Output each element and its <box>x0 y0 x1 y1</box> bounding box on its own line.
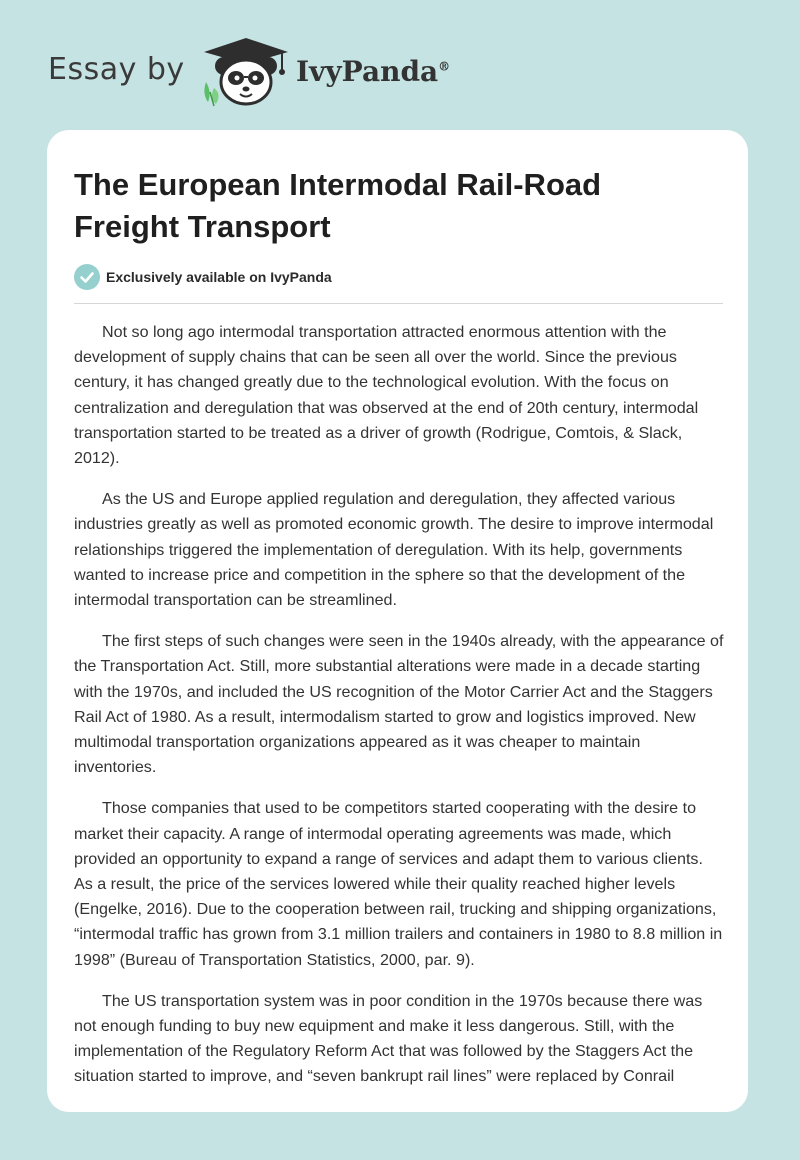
brand-name[interactable] <box>296 55 450 88</box>
paragraph: Those companies that used to be competitors started cooperating with the desire to market their capacity. A range of intermodal operating agreements was made, which provided an opportunity to expand a range of services and adapt them to various clients. As a result, the price of the services lowered while their quality reached higher levels (Engelke, 2016). Due to the cooperation between rail, trucking and shipping organizations, “intermodal traffic has grown from 3.1 million trailers and containers in 1980 to 8.8 million in 1998” (Bureau of Transportation Statistics, 2000, par. 9). <box>74 799 723 969</box>
paragraph: The US transportation system was in poor condition in the 1970s because there was not enough funding to buy new equipment and make it less dangerous. Still, with the implementation of the Regulatory Reform Act that was followed by the Staggers Act the situation started to improve, and “seven bankrupt rail lines” were replaced by Conrail <box>74 991 703 1086</box>
site-header <box>0 0 800 130</box>
panda-logo-icon[interactable] <box>200 36 292 108</box>
brand-text: IvyPanda <box>296 55 439 88</box>
essay-by-label: Essay by <box>48 52 185 87</box>
article-card <box>47 130 748 1112</box>
check-icon <box>74 264 100 290</box>
paragraph: Not so long ago intermodal transportation attracted enormous attention with the development of supply chains that can be seen all over the world. Since the previous century, it has changed greatly due to the technological evolution. With the focus on centralization and deregulation that was observed at the end of 20th century, intermodal transportation started to be treated as a driver of growth (Rodrigue, Comtois, & Slack, 2012). <box>74 323 699 468</box>
article-body <box>74 320 724 1106</box>
paragraph: As the US and Europe applied regulation and deregulation, they affected various industries greatly as well as promoted economic growth. The desire to improve intermodal relationships triggered the implementation of deregulation. With its help, governments wanted to increase price and competition in the sphere so that the development of the intermodal transportation can be streamlined. <box>74 490 714 610</box>
registered-mark: ® <box>438 59 451 74</box>
badge-label: Exclusively available on IvyPanda <box>106 269 332 285</box>
divider <box>74 303 723 304</box>
paragraph: The first steps of such changes were seen in the 1940s already, with the appearance of the Transportation Act. Still, more substantial alterations were made in a decade starting with the 1970s, and included the US recognition of the Motor Carrier Act and the Staggers Rail Act of 1980. As a result, intermodalism started to grow and logistics improved. New multimodal transportation organizations appeared as it was cheaper to maintain inventories. <box>74 632 724 777</box>
exclusive-badge <box>74 263 332 291</box>
page-title: The European Intermodal Rail-Road Freight Transport <box>74 167 602 244</box>
